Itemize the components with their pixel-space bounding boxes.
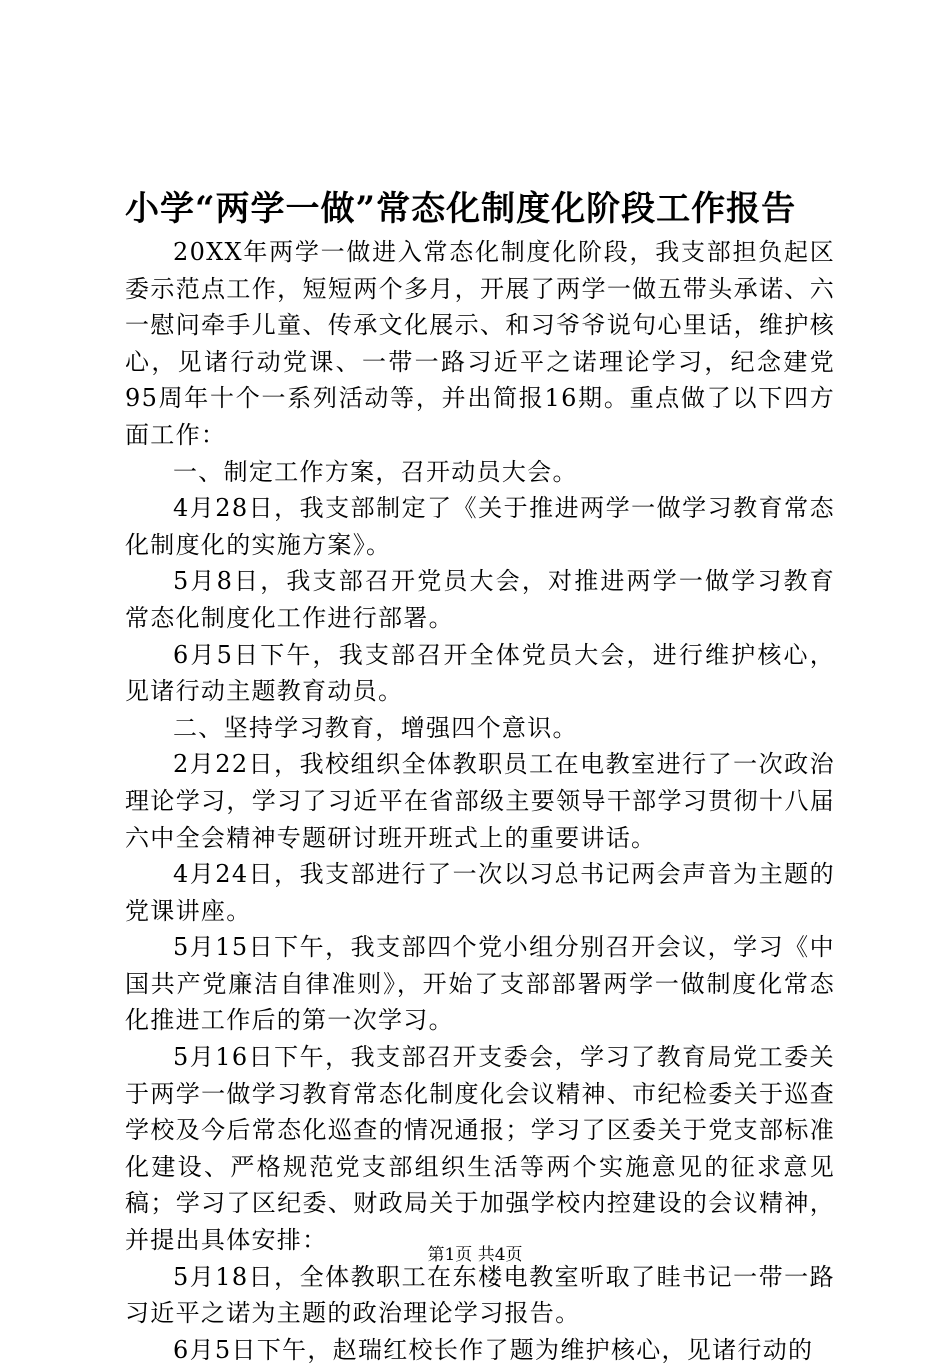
body-paragraph: 5月16日下午，我支部召开支委会，学习了教育局党工委关于两学一做学习教育常态化制度化会议精神、市纪检委关于巡查学校及今后常态化巡查的情况通报；学习了区委关于党支部标准化建设、严格规范党支部组织生活等两个实施意见的征求意见稿；学习了区纪委、财政局关于加强学校内控建设的会议精神，并提出具体安排：: [125, 1043, 835, 1255]
body-paragraph: 2月22日，我校组织全体教职员工在电教室进行了一次政治理论学习，学习了习近平在省部级主要领导干部学习贯彻十八届六中全会精神专题研讨班开班式上的重要讲话。: [125, 750, 835, 852]
body-paragraph: 4月28日，我支部制定了《关于推进两学一做学习教育常态化制度化的实施方案》。: [125, 494, 835, 559]
body-paragraph: 5月8日，我支部召开党员大会，对推进两学一做学习教育常态化制度化工作进行部署。: [125, 567, 835, 632]
section-heading: 一、制定工作方案，召开动员大会。: [173, 457, 578, 486]
body-paragraph: 4月24日，我支部进行了一次以习总书记两会声音为主题的党课讲座。: [125, 860, 835, 925]
section-heading: 二、坚持学习教育，增强四个意识。: [173, 713, 578, 742]
document-title: 小学“两学一做”常态化制度化阶段工作报告: [125, 189, 797, 229]
document-body: [125, 234, 835, 1368]
body-paragraph: 6月5日下午，赵瑞红校长作了题为维护核心，见诸行动的: [173, 1335, 814, 1364]
page-number-footer: 第1页 共4页: [427, 1245, 523, 1265]
body-paragraph: 5月18日，全体教职工在东楼电教室听取了眭书记一带一路习近平之诺为主题的政治理论学习报告。: [125, 1262, 835, 1328]
body-paragraph: 6月5日下午，我支部召开全体党员大会，进行维护核心，见诸行动主题教育动员。: [125, 640, 835, 706]
body-paragraph: 5月15日下午，我支部四个党小组分别召开会议，学习《中国共产党廉洁自律准则》，开始了支部部署两学一做制度化常态化推进工作后的第一次学习。: [125, 933, 835, 1035]
body-paragraph: 20XX年两学一做进入常态化制度化阶段，我支部担负起区委示范点工作，短短两个多月，开展了两学一做五带头承诺、六一慰问牵手儿童、传承文化展示、和习爷爷说句心里话，维护核心，见诸行动党课、一带一路习近平之诺理论学习，纪念建党95周年十个一系列活动等，并出简报16期。重点做了以下四方面工作：: [125, 238, 835, 449]
